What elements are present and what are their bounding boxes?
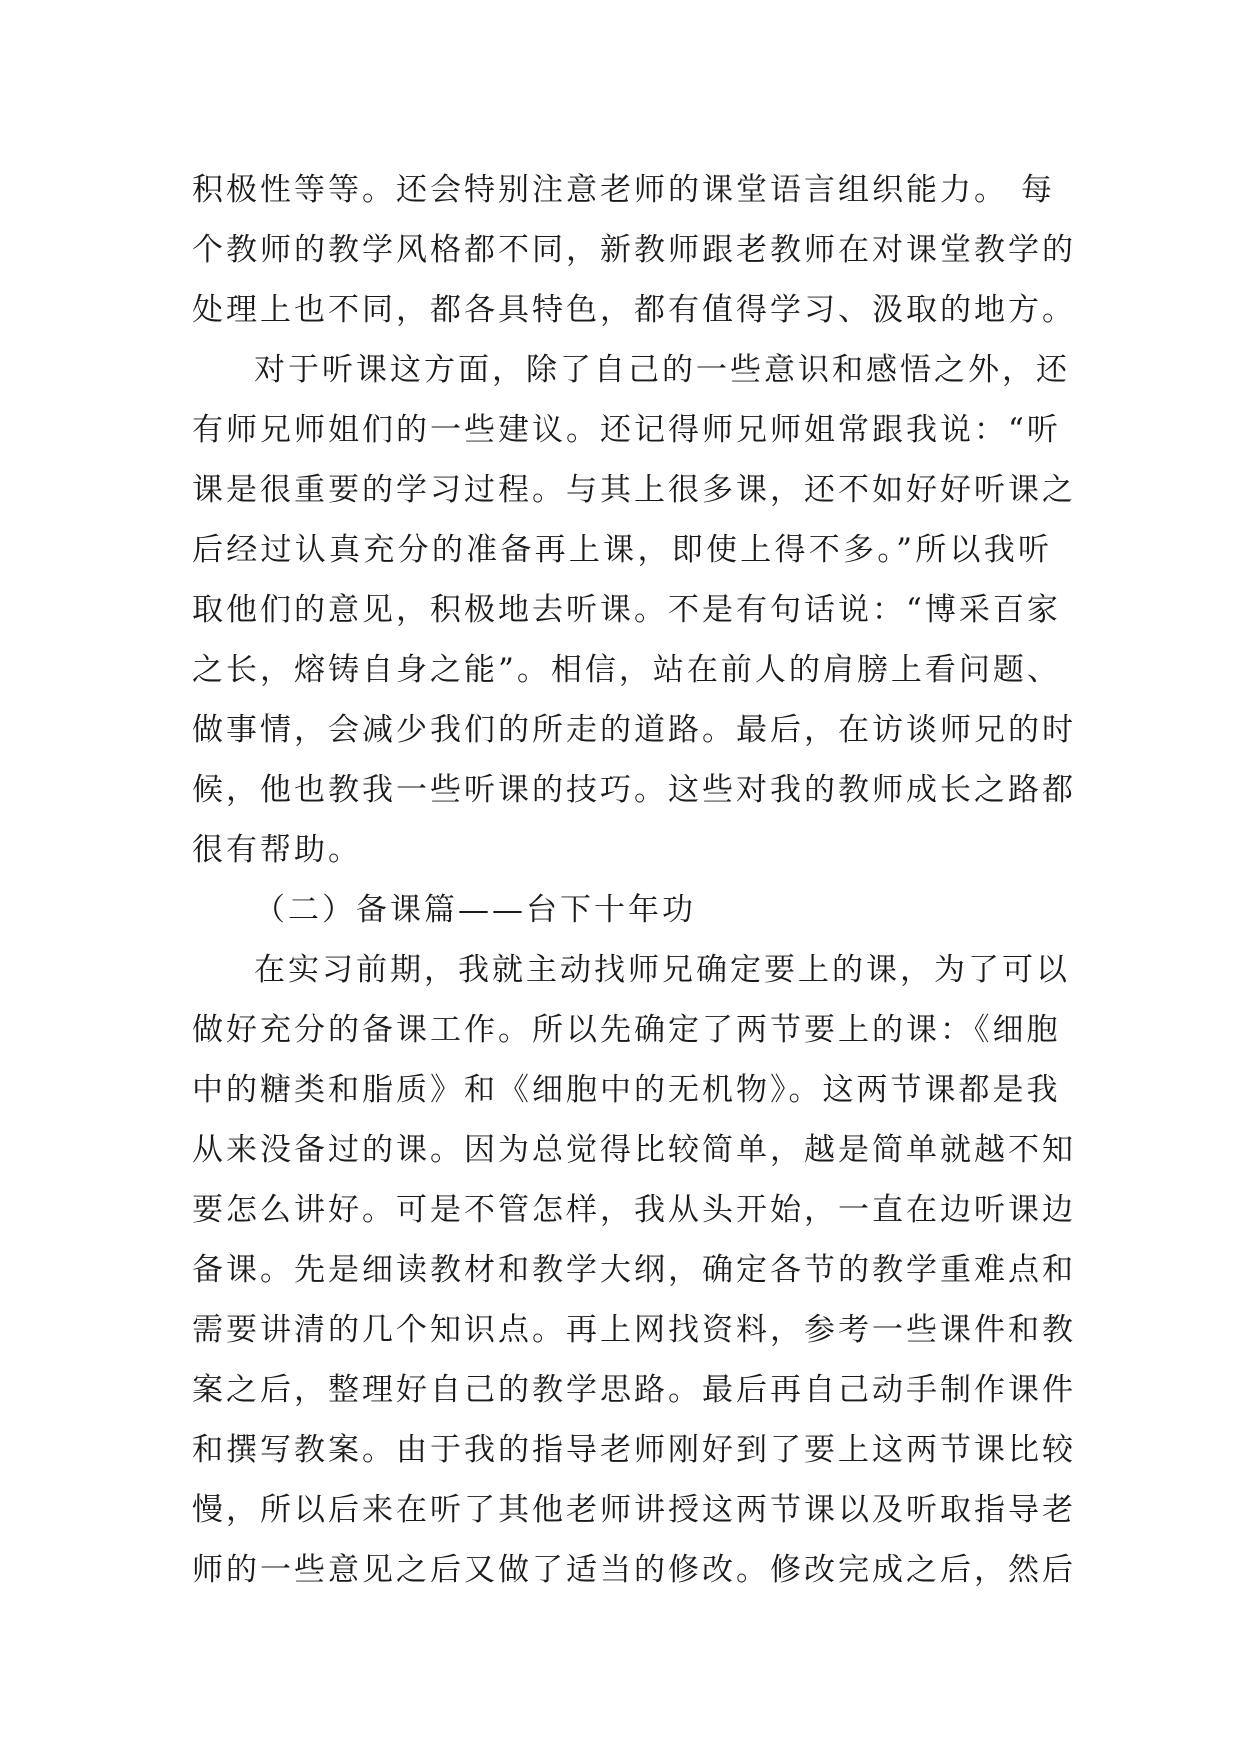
text-line: 处理上也不同，都各具特色，都有值得学习、汲取的地方。 bbox=[192, 292, 1076, 328]
text-line: 备课。先是细读教材和教学大纲，确定各节的教学重难点和 bbox=[192, 1252, 1076, 1288]
text-line: 需要讲清的几个知识点。再上网找资料，参考一些课件和教 bbox=[192, 1312, 1076, 1348]
text-line: 中的糖类和脂质》和《细胞中的无机物》。这两节课都是我 bbox=[192, 1072, 1061, 1108]
text-line: 做好充分的备课工作。所以先确定了两节要上的课：《细胞 bbox=[192, 1012, 1061, 1048]
text-line: 之长，熔铸自身之能”。相信，站在前人的肩膀上看问题、 bbox=[192, 652, 1061, 688]
text-line: 有师兄师姐们的一些建议。还记得师兄师姐常跟我说：“听 bbox=[192, 412, 1061, 448]
text-line: 后经过认真充分的准备再上课，即使上得不多。”所以我听 bbox=[192, 532, 1052, 568]
text-line: 和撰写教案。由于我的指导老师刚好到了要上这两节课比较 bbox=[192, 1432, 1076, 1468]
text-line: 要怎么讲好。可是不管怎样，我从头开始，一直在边听课边 bbox=[192, 1192, 1076, 1228]
text-line: 师的一些意见之后又做了适当的修改。修改完成之后，然后 bbox=[192, 1552, 1076, 1588]
section-heading: （二）备课篇——台下十年功 bbox=[254, 892, 696, 928]
text-line: 课是很重要的学习过程。与其上很多课，还不如好好听课之 bbox=[192, 472, 1076, 508]
paragraph-start-line: 在实习前期，我就主动找师兄确定要上的课，为了可以 bbox=[254, 952, 1070, 988]
text-line: 候，他也教我一些听课的技巧。这些对我的教师成长之路都 bbox=[192, 772, 1076, 808]
text-line: 从来没备过的课。因为总觉得比较简单，越是简单就越不知 bbox=[192, 1132, 1076, 1168]
text-line: 个教师的教学风格都不同，新教师跟老教师在对课堂教学的 bbox=[192, 232, 1076, 268]
text-line: 取他们的意见，积极地去听课。不是有句话说：“博采百家 bbox=[192, 592, 1061, 628]
body-text bbox=[192, 160, 1076, 1600]
text-line: 积极性等等。还会特别注意老师的课堂语言组织能力。 每 bbox=[192, 172, 1055, 208]
text-line: 做事情，会减少我们的所走的道路。最后，在访谈师兄的时 bbox=[192, 712, 1076, 748]
text-line: 案之后，整理好自己的教学思路。最后再自己动手制作课件 bbox=[192, 1372, 1076, 1408]
paragraph-end-line: 很有帮助。 bbox=[192, 832, 362, 868]
paragraph-start-line: 对于听课这方面，除了自己的一些意识和感悟之外，还 bbox=[254, 352, 1070, 388]
text-line: 慢，所以后来在听了其他老师讲授这两节课以及听取指导老 bbox=[192, 1492, 1076, 1528]
